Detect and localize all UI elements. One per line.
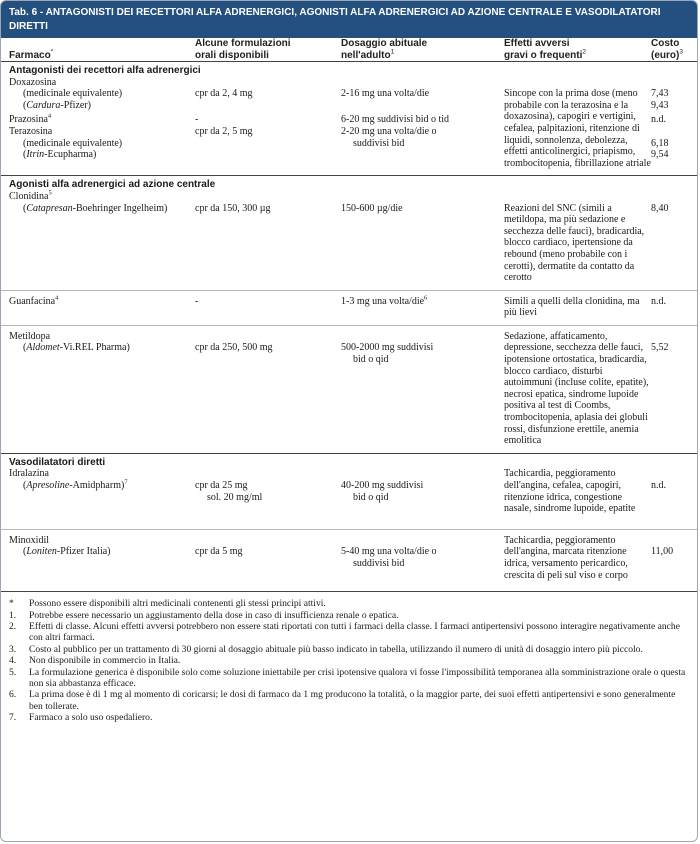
section-vasodilatatori: Vasodilatatori diretti [1, 453, 698, 468]
drug-metildopa: Metildopa (Aldomet-Vi.REL Pharma) [9, 330, 130, 354]
header-effetti: Effetti avversi gravi o frequenti$^2$ [504, 38, 586, 61]
dose-alfa-antagonisti: 2-16 mg una volta/die 6-20 mg suddivisi bid o tid 2-20 mg una volta/die o suddivisi bid [341, 88, 450, 149]
dose-clonidina: 150-600 µg/die [341, 202, 403, 214]
effects-clonidina: Reazioni del SNC (simili a metildopa, ma più sedazione e secchezza delle fauci), bradicardia, blocco cardiaco, ipertensione da rebound (meno probabile con i cerotti), dermatite da contatto da cerotto [504, 202, 645, 284]
footnotes [1, 591, 697, 723]
footnote: 2. Effetti di classe. Alcuni effetti avversi potrebbero non essere stati riportati con tutti i farmaci della classe. I farmaci antipertensivi possono interagire negativamente anche con altri farmaci. [9, 620, 680, 644]
footnote: 3. Costo al pubblico per un trattamento di 30 giorni al dosaggio abituale più basso indicato in tabella, utilizzando il numero di unità di dosaggio intero più piccolo. [9, 643, 643, 655]
form-metildopa: cpr da 250, 500 mg [195, 342, 273, 354]
section-alfa-antagonisti: Antagonisti dei recettori alfa adrenergici [9, 65, 201, 76]
table-row [1, 290, 698, 319]
footnote: 6. La prima dose è di 1 mg al momento di coricarsi; le dosi di farmaco da 1 mg producono la totalità, o la maggior parte, dei suoi effetti antipertensivi e sono generalmente ben tollerate. [9, 689, 676, 712]
drug-table [1, 38, 698, 591]
header-dosaggio: Dosaggio abituale nell'adulto$^1$ [341, 38, 428, 61]
header-farmaco: Farmaco* [9, 48, 54, 61]
table-row [1, 191, 698, 284]
form-minoxidil: cpr da 5 mg [195, 546, 243, 558]
cost-idralazina: n.d. [651, 480, 666, 491]
drug-guanfacina: Guanfacina$^4$ [9, 294, 59, 307]
table-row [1, 468, 698, 514]
footnote: 5. La formulazione generica è disponibile solo come soluzione iniettabile per crisi ipotensive qualora vi fosse l'impossibilità temporanea alla somministrazione orale o questa non sia abbastanza efficace. [9, 666, 686, 689]
table-title: Tab. 6 - ANTAGONISTI DEI RECETTORI ALFA ADRENERGICI, AGONISTI ALFA ADRENERGICI AD AZIONE CENTRALE E VASODILATATORI DIRETTI [1, 1, 697, 38]
table-row [1, 529, 698, 581]
footnote: * Possono essere disponibili altri medicinali contenenti gli stessi principi attivi. [9, 598, 326, 610]
footnote: 4. Non disponibile in commercio in Italia. [9, 655, 181, 667]
header-costo: Costo (euro)$^3$ [651, 38, 683, 61]
form-guanfacina: - [195, 295, 199, 307]
cost-guanfacina: n.d. [651, 295, 666, 307]
cost-alfa-antagonisti: 7,43 9,43 n.d. 6,18 9,54 [651, 88, 669, 161]
form-clonidina: cpr da 150, 300 µg [195, 202, 271, 214]
section-alfa-agonisti: Agonisti alfa adrenergici ad azione centrale [1, 176, 698, 191]
dose-minoxidil: 5-40 mg una volta/die o suddivisi bid [341, 546, 437, 569]
dose-idralazina: 40-200 mg suddivisi bid o qid [341, 480, 424, 503]
cost-clonidina: 8,40 [651, 202, 669, 214]
form-alfa-antagonisti: cpr da 2, 4 mg - cpr da 2, 5 mg [195, 88, 253, 137]
form-idralazina: cpr da 25 mg sol. 20 mg/ml [195, 480, 263, 503]
dose-guanfacina: 1-3 mg una volta/die$^6$ [341, 294, 428, 307]
effects-minoxidil: Tachicardia, peggioramento dell'angina, marcata ritenzione idrica, versamento pericardico, crescita di peli sul viso e corpo [504, 534, 628, 581]
footnote: 7. Farmaco a solo uso ospedaliero. [9, 712, 153, 724]
cost-metildopa: 5,52 [651, 342, 669, 354]
table-row [1, 77, 698, 170]
effects-alfa-antagonisti: Sincope con la prima dose (meno probabile con la terazosina e la doxazosina), capogiri e vertigini, cefalea, palpitazioni, ritenzione di liquidi, sonnolenza, debolezza, effetti anticolinergici, priapismo, trombocitopenia, fibrillazione atriale [504, 88, 651, 169]
effects-guanfacina: Simili a quelli della clonidina, ma più lievi [504, 295, 640, 319]
table-row [1, 325, 698, 446]
drug-minoxidil: Minoxidil (Loniten-Pfizer Italia) [9, 534, 111, 558]
drug-doxazosina: Doxazosina (medicinale equivalente) (Cardura-Pfizer) Prazosina$^4$ Terazosina (medicinale equivalente) (Itrin-Ecupharma) [9, 76, 123, 161]
effects-idralazina: Tachicardia, peggioramento dell'angina, cefalea, capogiri, ritenzione idrica, congestione nasale, sindrome lupoide, epatite [504, 468, 636, 515]
table-header-row [1, 38, 698, 62]
drug-idralazina: Idralazina (Apresoline-Amidpharm)$^7$ [9, 468, 128, 491]
header-formulazioni: Alcune formulazioni orali disponibili [195, 38, 291, 61]
footnote: 1. Potrebbe essere necessario un aggiustamento della dose in caso di insufficienza renale o epatica. [9, 609, 399, 621]
dose-metildopa: 500-2000 mg suddivisi bid o qid [341, 342, 434, 366]
effects-metildopa: Sedazione, affaticamento, depressione, secchezza delle fauci, ipotensione ortostatica, bradicardia, blocco cardiaco, disturbi autoimmuni (incluse colite, epatite), necrosi epatica, sindrome lupoide positiva al test di Coombs, trombocitopenia, aplasia dei globuli rossi, disfunzione erettile, anemia emolitica [504, 330, 649, 447]
cost-minoxidil: 11,00 [651, 546, 674, 558]
drug-clonidina: Clonidina$^5$ (Catapresan-Boehringer Ingelheim) [9, 189, 168, 214]
